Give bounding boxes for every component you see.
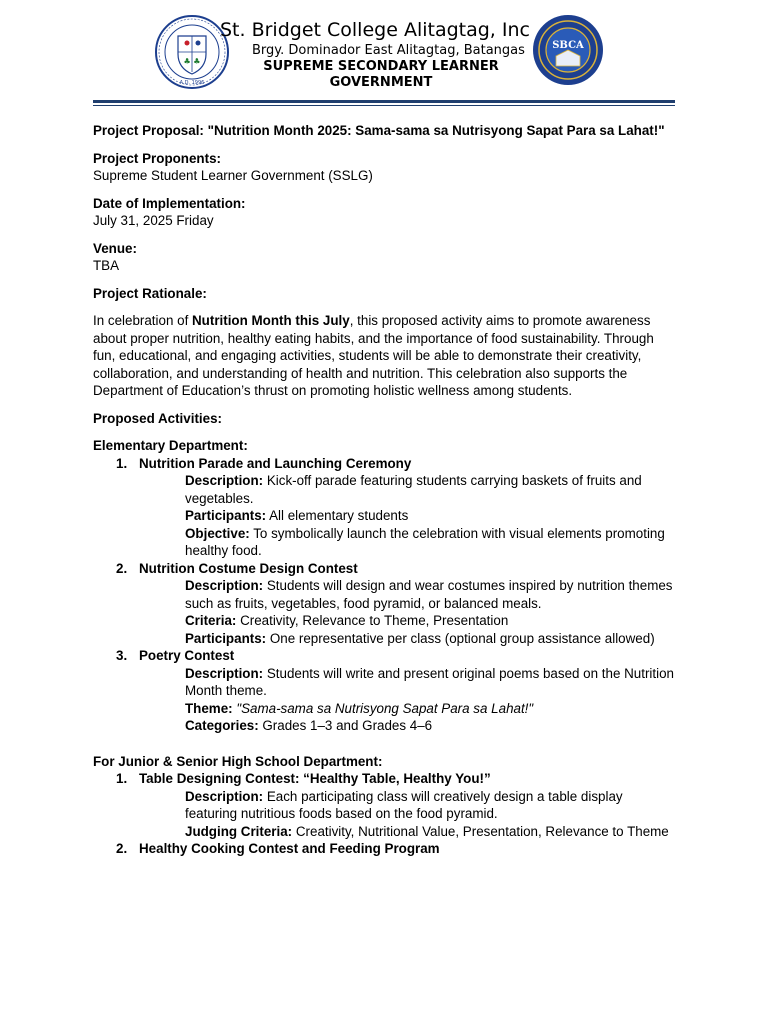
highschool-heading: For Junior & Senior High School Department: bbox=[93, 753, 383, 769]
detail-label: Criteria: bbox=[185, 613, 237, 628]
proponents-label: Project Proponents: bbox=[93, 150, 221, 166]
activity-item bbox=[93, 455, 678, 473]
organization-line-1: SUPREME SECONDARY LEARNER bbox=[263, 59, 499, 74]
detail-label: Description: bbox=[185, 788, 264, 804]
activity-item bbox=[93, 647, 678, 665]
activity-title: Healthy Cooking Contest and Feeding Program bbox=[139, 841, 440, 856]
school-name: St. Bridget College Alitagtag, Inc bbox=[220, 19, 530, 41]
header-divider bbox=[93, 100, 675, 106]
detail-label: Description: bbox=[185, 473, 264, 488]
detail-text: Creativity, Relevance to Theme, Presentation bbox=[236, 613, 509, 628]
detail-label: Theme: bbox=[185, 700, 233, 716]
proponents-value: Supreme Student Learner Government (SSLG) bbox=[93, 168, 373, 183]
activity-number: 2. bbox=[116, 841, 128, 856]
activity-number: 1. bbox=[116, 771, 128, 786]
activity-title: Nutrition Costume Design Contest bbox=[139, 560, 358, 576]
proposal-body bbox=[93, 122, 678, 858]
date-value: July 31, 2025 Friday bbox=[93, 213, 214, 228]
activity-title: Nutrition Parade and Launching Ceremony bbox=[139, 455, 412, 471]
activity-detail bbox=[93, 665, 678, 700]
detail-label: Objective: bbox=[185, 525, 250, 541]
detail-text: Students will write and present original poems based on the Nutrition Month theme. bbox=[185, 665, 674, 698]
detail-label: Participants: bbox=[185, 508, 267, 523]
activity-item bbox=[93, 770, 678, 788]
detail-text: One representative per class (optional group assistance allowed) bbox=[266, 630, 655, 646]
detail-text: Students will design and wear costumes inspired by nutrition themes such as fruits, vegetables, food pyramid, or balanced meals. bbox=[185, 578, 673, 611]
activity-detail bbox=[93, 788, 678, 823]
rationale-label: Project Rationale: bbox=[93, 285, 207, 301]
venue-label: Venue: bbox=[93, 240, 137, 256]
detail-label: Judging Criteria: bbox=[185, 823, 293, 839]
detail-text: All elementary students bbox=[266, 508, 409, 523]
activity-item bbox=[93, 840, 678, 858]
elementary-activity-list bbox=[93, 455, 678, 735]
activity-detail bbox=[93, 717, 678, 735]
activity-number: 3. bbox=[116, 648, 128, 663]
sslg-seal-logo bbox=[531, 14, 605, 86]
left-seal-clovers: ♣ ♣ bbox=[183, 57, 201, 66]
elementary-heading: Elementary Department: bbox=[93, 438, 248, 453]
highschool-activity-list bbox=[93, 770, 678, 858]
rationale-text: In celebration of Nutrition Month this July, this proposed activity aims to promote awareness about proper nutrition, healthy eating habits, and the importance of food sustainability. Through fun, educational, and engaging activities, students will be able to demonstrate their creativity, collaboration, and understanding of health and nutrition. This celebration also supports the Department of Education’s thrust on promoting holistic wellness among students. bbox=[93, 313, 654, 398]
school-address: Brgy. Dominador East Alitagtag, Batangas bbox=[252, 43, 525, 58]
activity-title: Poetry Contest bbox=[139, 648, 235, 663]
activity-detail bbox=[93, 525, 678, 560]
detail-label: Description: bbox=[185, 578, 264, 593]
detail-text: Creativity, Nutritional Value, Presentation, Relevance to Theme bbox=[292, 823, 669, 839]
activity-detail bbox=[93, 700, 678, 718]
date-label: Date of Implementation: bbox=[93, 195, 246, 211]
activity-item bbox=[93, 560, 678, 578]
activity-title: Table Designing Contest: “Healthy Table, Healthy You!” bbox=[139, 771, 491, 786]
right-seal-label: SBCA bbox=[552, 40, 584, 51]
activity-detail bbox=[93, 507, 678, 525]
activity-detail bbox=[93, 472, 678, 507]
detail-text: To symbolically launch the celebration with visual elements promoting healthy food. bbox=[185, 525, 665, 558]
school-seal-logo bbox=[154, 14, 230, 90]
detail-label: Participants: bbox=[185, 630, 267, 646]
activity-detail bbox=[93, 630, 678, 648]
organization-line-2: GOVERNMENT bbox=[329, 75, 433, 90]
left-seal-year: A.D. 1996 bbox=[179, 80, 205, 86]
detail-text: Each participating class will creatively design a table display featuring nutritious foods based on the food pyramid. bbox=[185, 788, 623, 821]
detail-text: Kick-off parade featuring students carrying baskets of fruits and vegetables. bbox=[185, 473, 642, 506]
detail-label: Categories: bbox=[185, 718, 259, 733]
activities-label: Proposed Activities: bbox=[93, 410, 222, 426]
activity-detail bbox=[93, 577, 678, 612]
detail-text: Grades 1–3 and Grades 4–6 bbox=[258, 718, 433, 733]
detail-text: "Sama-sama sa Nutrisyong Sapat Para sa Lahat!" bbox=[232, 700, 534, 716]
venue-value: TBA bbox=[93, 258, 120, 273]
activity-number: 2. bbox=[116, 560, 128, 576]
detail-label: Description: bbox=[185, 665, 264, 681]
activity-number: 1. bbox=[116, 455, 128, 471]
activity-detail bbox=[93, 823, 678, 841]
letterhead bbox=[0, 0, 768, 100]
activity-detail bbox=[93, 612, 678, 630]
proposal-title: Project Proposal: "Nutrition Month 2025: Sama-sama sa Nutrisyong Sapat Para sa Lahat!" bbox=[93, 123, 665, 138]
